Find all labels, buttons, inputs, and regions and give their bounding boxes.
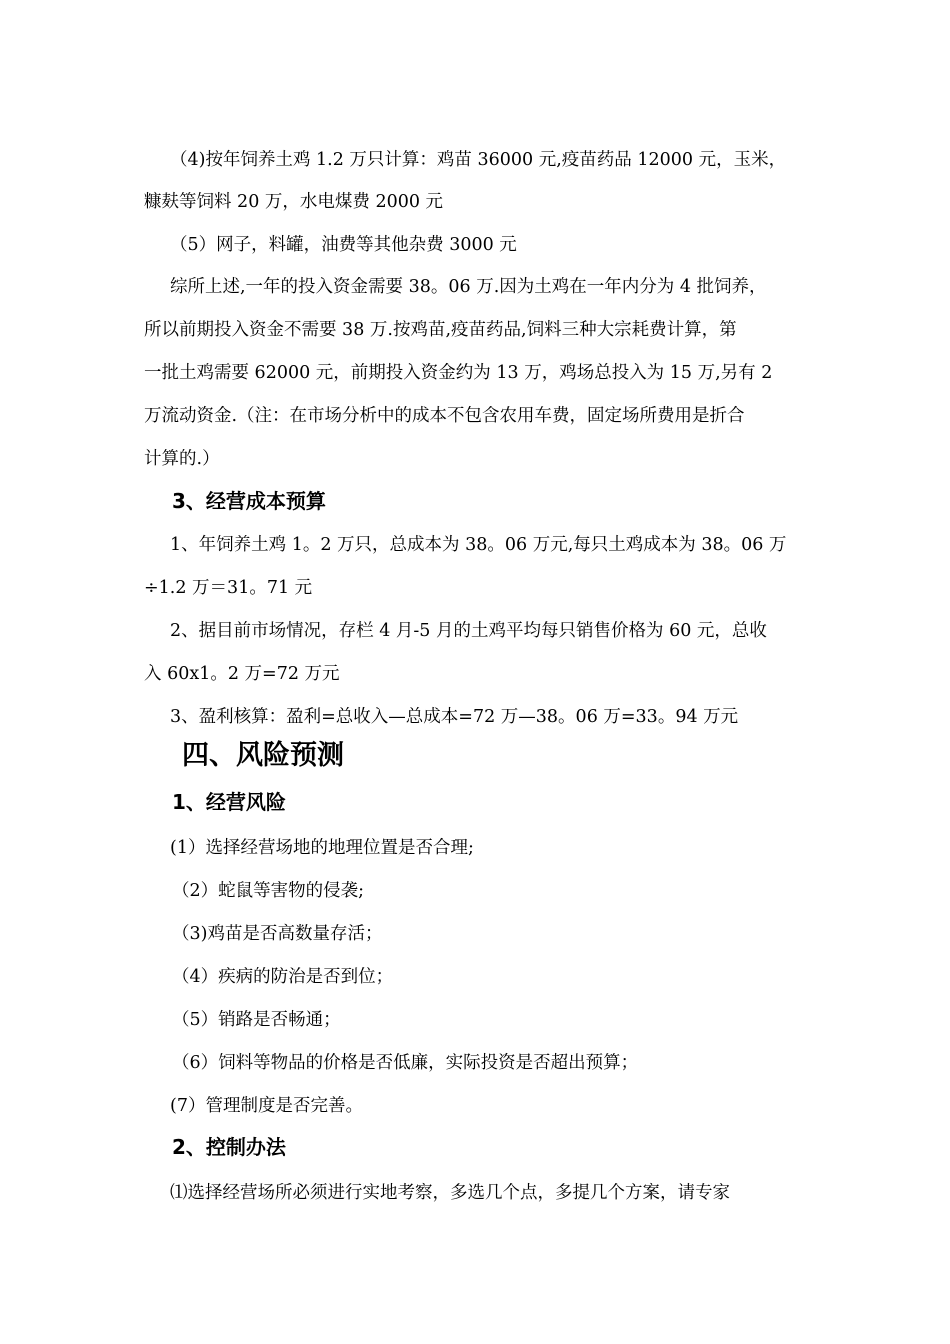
cost-item-5: （5）网子，料罐，油费等其他杂费 3000 元 — [170, 235, 517, 255]
chapter-title-risk: 四、风险预测 — [182, 740, 344, 771]
summary-line: 计算的.） — [144, 449, 220, 469]
budget-paragraph-1-line2: ÷1.2 万＝31。71 元 — [144, 578, 313, 598]
cost-item-4-line1: （4)按年饲养土鸡 1.2 万只计算：鸡苗 36000 元,疫苗药品 12000 元，玉米， — [170, 150, 787, 170]
subheading-control-measures: 2、控制办法 — [172, 1135, 286, 1159]
section-heading-budget: 3、经营成本预算 — [172, 489, 326, 513]
summary-line: 万流动资金.（注：在市场分析中的成本不包含农用车费，固定场所费用是折合 — [144, 406, 745, 426]
budget-paragraph-1-line1: 1、年饲养土鸡 1。2 万只，总成本为 38。06 万元,每只土鸡成本为 38。06 万 — [170, 535, 787, 555]
control-item-1: ⑴选择经营场所必须进行实地考察，多选几个点，多提几个方案，请专家 — [170, 1183, 730, 1203]
risk-item: （6）饲料等物品的价格是否低廉，实际投资是否超出预算； — [172, 1053, 639, 1073]
summary-line: 综所上述,一年的投入资金需要 38。06 万.因为土鸡在一年内分为 4 批饲养， — [170, 277, 767, 297]
subheading-business-risk: 1、经营风险 — [172, 790, 286, 814]
budget-paragraph-2-line1: 2、据目前市场情况，存栏 4 月-5 月的土鸡平均每只销售价格为 60 元，总收 — [170, 621, 767, 641]
risk-item: （2）蛇鼠等害物的侵袭; — [172, 881, 365, 901]
summary-line: 所以前期投入资金不需要 38 万.按鸡苗,疫苗药品,饲料三种大宗耗费计算，第 — [144, 320, 737, 340]
budget-paragraph-3: 3、盈利核算：盈利=总收入—总成本=72 万—38。06 万=33。94 万元 — [170, 707, 739, 727]
risk-item: (7）管理制度是否完善。 — [170, 1096, 363, 1116]
budget-paragraph-2-line2: 入 60x1。2 万=72 万元 — [144, 664, 340, 684]
risk-item: （4）疾病的防治是否到位； — [172, 967, 394, 987]
risk-item: （5）销路是否畅通； — [172, 1010, 341, 1030]
risk-item: （3)鸡苗是否高数量存活； — [172, 924, 383, 944]
summary-line: 一批土鸡需要 62000 元，前期投入资金约为 13 万，鸡场总投入为 15 万,另有 2 — [144, 363, 773, 383]
risk-item: (1）选择经营场地的地理位置是否合理; — [170, 838, 474, 858]
cost-item-4-line2: 糠麸等饲料 20 万，水电煤费 2000 元 — [144, 192, 444, 212]
